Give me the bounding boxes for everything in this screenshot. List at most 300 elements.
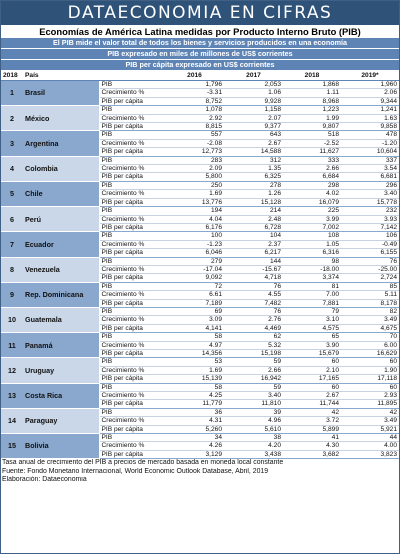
- value-cell: 3.72: [283, 417, 341, 425]
- value-cell: -15.67: [224, 265, 283, 273]
- value-cell: 76: [341, 257, 399, 265]
- value-cell: 10,604: [341, 148, 399, 156]
- value-cell: 9,807: [283, 123, 341, 131]
- indicator-label: Crecimiento %: [99, 392, 165, 400]
- value-cell: 4.04: [165, 215, 224, 223]
- indicator-label: PIB per cápita: [99, 400, 165, 408]
- value-cell: 4,575: [283, 324, 341, 332]
- value-cell: 53: [165, 358, 224, 366]
- table-row: [1, 383, 399, 391]
- value-cell: 5,800: [165, 173, 224, 181]
- gdp-table: [1, 71, 399, 459]
- value-cell: 6,046: [165, 249, 224, 257]
- value-cell: -17.04: [165, 265, 224, 273]
- value-cell: 4.25: [165, 392, 224, 400]
- table-header-row: [1, 71, 399, 81]
- value-cell: 2.67: [224, 139, 283, 147]
- value-cell: 1.26: [224, 190, 283, 198]
- indicator-label: PIB per cápita: [99, 173, 165, 181]
- value-cell: 104: [224, 232, 283, 240]
- value-cell: 3.49: [341, 417, 399, 425]
- value-cell: 11,895: [341, 400, 399, 408]
- value-cell: 3.09: [165, 316, 224, 324]
- table-row: [1, 257, 399, 265]
- value-cell: 4,469: [224, 324, 283, 332]
- value-cell: 279: [165, 257, 224, 265]
- value-cell: 17,165: [283, 375, 341, 383]
- value-cell: 1,868: [283, 81, 341, 89]
- country-name: Perú: [23, 207, 99, 232]
- value-cell: 42: [283, 408, 341, 416]
- indicator-label: Crecimiento %: [99, 240, 165, 248]
- value-cell: 2.66: [224, 366, 283, 374]
- country-group: [1, 408, 399, 433]
- indicator-label: PIB per cápita: [99, 274, 165, 282]
- value-cell: 643: [224, 131, 283, 139]
- header-2017: 2017: [224, 71, 283, 81]
- value-cell: 14,356: [165, 350, 224, 358]
- value-cell: 3,129: [165, 450, 224, 458]
- banner-title: DATAECONOMIA EN CIFRAS: [1, 1, 399, 25]
- country-name: Colombia: [23, 156, 99, 181]
- country-name: Panamá: [23, 333, 99, 358]
- value-cell: 3,682: [283, 450, 341, 458]
- country-name: Rep. Dominicana: [23, 282, 99, 307]
- value-cell: 7,482: [224, 299, 283, 307]
- value-cell: 60: [341, 358, 399, 366]
- value-cell: 144: [224, 257, 283, 265]
- value-cell: 9,858: [341, 123, 399, 131]
- country-group: [1, 358, 399, 383]
- value-cell: 5,921: [341, 425, 399, 433]
- value-cell: 76: [224, 282, 283, 290]
- value-cell: 1,223: [283, 106, 341, 114]
- value-cell: 1.63: [341, 114, 399, 122]
- value-cell: 8,178: [341, 299, 399, 307]
- indicator-label: Crecimiento %: [99, 442, 165, 450]
- value-cell: 7.00: [283, 291, 341, 299]
- value-cell: 13,776: [165, 198, 224, 206]
- table-row: [1, 333, 399, 341]
- indicator-label: PIB: [99, 232, 165, 240]
- value-cell: 4.02: [283, 190, 341, 198]
- indicator-label: PIB per cápita: [99, 324, 165, 332]
- value-cell: 6,316: [283, 249, 341, 257]
- value-cell: 58: [165, 383, 224, 391]
- value-cell: 38: [224, 434, 283, 442]
- header-2018: 2018: [283, 71, 341, 81]
- value-cell: 11,810: [224, 400, 283, 408]
- indicator-label: PIB: [99, 156, 165, 164]
- value-cell: 2.48: [224, 215, 283, 223]
- value-cell: 3.40: [224, 392, 283, 400]
- footnote-source: Fuente: Fondo Monetario Internacional, World Economic Outlook Database, Abril, 2019: [2, 467, 269, 475]
- value-cell: 2.92: [165, 114, 224, 122]
- subtitle-units-gdp: PIB expresado en miles de millones de US$ corrientes: [1, 49, 399, 60]
- indicator-label: Crecimiento %: [99, 316, 165, 324]
- country-group: [1, 207, 399, 232]
- table-row: [1, 282, 399, 290]
- value-cell: 6,217: [224, 249, 283, 257]
- indicator-label: PIB per cápita: [99, 450, 165, 458]
- indicator-label: Crecimiento %: [99, 291, 165, 299]
- value-cell: 62: [224, 333, 283, 341]
- country-name: Costa Rica: [23, 383, 99, 408]
- indicator-label: Crecimiento %: [99, 341, 165, 349]
- value-cell: 14,588: [224, 148, 283, 156]
- value-cell: 3.10: [283, 316, 341, 324]
- subtitle-units-per-capita: PIB per cápita expresado en US$ corrientes: [1, 60, 399, 71]
- value-cell: 1.69: [165, 190, 224, 198]
- value-cell: 5.11: [341, 291, 399, 299]
- value-cell: 3,374: [283, 274, 341, 282]
- country-group: [1, 131, 399, 156]
- value-cell: 250: [165, 181, 224, 189]
- indicator-label: Crecimiento %: [99, 165, 165, 173]
- value-cell: 5,610: [224, 425, 283, 433]
- table-row: [1, 232, 399, 240]
- value-cell: 70: [341, 333, 399, 341]
- value-cell: 296: [341, 181, 399, 189]
- value-cell: -1.23: [165, 240, 224, 248]
- value-cell: 2.09: [165, 165, 224, 173]
- country-rank: 11: [1, 333, 23, 358]
- value-cell: 3.90: [283, 341, 341, 349]
- indicator-label: Crecimiento %: [99, 215, 165, 223]
- value-cell: 4.30: [283, 442, 341, 450]
- value-cell: 5.32: [224, 341, 283, 349]
- indicator-label: PIB per cápita: [99, 123, 165, 131]
- country-group: [1, 106, 399, 131]
- value-cell: 2,724: [341, 274, 399, 282]
- country-rank: 10: [1, 307, 23, 332]
- value-cell: 9,377: [224, 123, 283, 131]
- value-cell: 6.00: [341, 341, 399, 349]
- indicator-label: PIB: [99, 383, 165, 391]
- value-cell: 108: [283, 232, 341, 240]
- value-cell: 59: [224, 358, 283, 366]
- value-cell: 3.49: [341, 316, 399, 324]
- indicator-label: PIB: [99, 358, 165, 366]
- table-row: [1, 307, 399, 315]
- table-row: [1, 181, 399, 189]
- value-cell: 4.97: [165, 341, 224, 349]
- value-cell: 39: [224, 408, 283, 416]
- table-row: [1, 408, 399, 416]
- value-cell: 11,779: [165, 400, 224, 408]
- country-name: Venezuela: [23, 257, 99, 282]
- indicator-label: PIB: [99, 307, 165, 315]
- value-cell: 15,128: [224, 198, 283, 206]
- value-cell: 3.99: [283, 215, 341, 223]
- country-rank: 13: [1, 383, 23, 408]
- value-cell: 2.76: [224, 316, 283, 324]
- country-group: [1, 307, 399, 332]
- value-cell: 1,796: [165, 81, 224, 89]
- country-rank: 2: [1, 106, 23, 131]
- indicator-label: PIB: [99, 408, 165, 416]
- value-cell: 4.31: [165, 417, 224, 425]
- value-cell: 8,968: [283, 97, 341, 105]
- table-row: [1, 106, 399, 114]
- value-cell: -25.00: [341, 265, 399, 273]
- table-row: [1, 156, 399, 164]
- header-indicator: [99, 71, 165, 81]
- value-cell: 2.10: [283, 366, 341, 374]
- value-cell: 5,899: [283, 425, 341, 433]
- value-cell: 8,752: [165, 97, 224, 105]
- value-cell: 4,675: [341, 324, 399, 332]
- value-cell: 6.61: [165, 291, 224, 299]
- value-cell: 4,718: [224, 274, 283, 282]
- country-rank: 8: [1, 257, 23, 282]
- value-cell: 15,198: [224, 350, 283, 358]
- value-cell: 81: [283, 282, 341, 290]
- value-cell: 12,773: [165, 148, 224, 156]
- value-cell: 225: [283, 207, 341, 215]
- value-cell: 11,627: [283, 148, 341, 156]
- value-cell: 6,155: [341, 249, 399, 257]
- value-cell: 2.07: [224, 114, 283, 122]
- value-cell: -0.49: [341, 240, 399, 248]
- country-name: Argentina: [23, 131, 99, 156]
- indicator-label: PIB: [99, 131, 165, 139]
- value-cell: 214: [224, 207, 283, 215]
- value-cell: 7,881: [283, 299, 341, 307]
- indicator-label: PIB per cápita: [99, 249, 165, 257]
- indicator-label: PIB per cápita: [99, 198, 165, 206]
- value-cell: 58: [165, 333, 224, 341]
- value-cell: 44: [341, 434, 399, 442]
- indicator-label: Crecimiento %: [99, 139, 165, 147]
- country-name: Guatemala: [23, 307, 99, 332]
- country-rank: 6: [1, 207, 23, 232]
- country-rank: 15: [1, 434, 23, 459]
- page-title: Economías de América Latina medidas por Producto Interno Bruto (PIB): [39, 26, 361, 37]
- value-cell: 65: [283, 333, 341, 341]
- value-cell: 1,158: [224, 106, 283, 114]
- indicator-label: PIB: [99, 434, 165, 442]
- value-cell: 76: [224, 307, 283, 315]
- value-cell: -3.31: [165, 89, 224, 97]
- country-rank: 12: [1, 358, 23, 383]
- indicator-label: PIB: [99, 207, 165, 215]
- footnotes: [1, 459, 399, 484]
- value-cell: 7,002: [283, 223, 341, 231]
- value-cell: 60: [283, 358, 341, 366]
- value-cell: 194: [165, 207, 224, 215]
- table-row: [1, 358, 399, 366]
- country-name: Uruguay: [23, 358, 99, 383]
- country-rank: 5: [1, 181, 23, 206]
- value-cell: 3,438: [224, 450, 283, 458]
- value-cell: -18.00: [283, 265, 341, 273]
- value-cell: 6,681: [341, 173, 399, 181]
- country-group: [1, 257, 399, 282]
- value-cell: 2.67: [283, 392, 341, 400]
- value-cell: 9,928: [224, 97, 283, 105]
- country-rank: 9: [1, 282, 23, 307]
- footnote-author: Elaboración: Dataeconomia: [2, 475, 87, 483]
- value-cell: 1.11: [283, 89, 341, 97]
- value-cell: 79: [283, 307, 341, 315]
- indicator-label: Crecimiento %: [99, 89, 165, 97]
- value-cell: 72: [165, 282, 224, 290]
- subtitle-definition: El PIB mide el valor total de todos los bienes y servicios producidos en una economía: [1, 38, 399, 49]
- value-cell: 3.54: [341, 165, 399, 173]
- country-group: [1, 383, 399, 408]
- value-cell: 2.06: [341, 89, 399, 97]
- table-row: [1, 81, 399, 89]
- country-group: [1, 333, 399, 358]
- value-cell: 1.05: [283, 240, 341, 248]
- value-cell: 2.93: [341, 392, 399, 400]
- indicator-label: Crecimiento %: [99, 366, 165, 374]
- value-cell: 36: [165, 408, 224, 416]
- indicator-label: PIB per cápita: [99, 350, 165, 358]
- value-cell: 478: [341, 131, 399, 139]
- indicator-label: PIB: [99, 333, 165, 341]
- value-cell: 3.93: [341, 215, 399, 223]
- value-cell: 5,260: [165, 425, 224, 433]
- value-cell: 3.40: [341, 190, 399, 198]
- indicator-label: PIB per cápita: [99, 223, 165, 231]
- indicator-label: PIB: [99, 106, 165, 114]
- country-name: Paraguay: [23, 408, 99, 433]
- country-rank: 4: [1, 156, 23, 181]
- table-row: [1, 207, 399, 215]
- value-cell: 16,079: [283, 198, 341, 206]
- header-2016: 2016: [165, 71, 224, 81]
- table-row: [1, 434, 399, 442]
- value-cell: 15,139: [165, 375, 224, 383]
- indicator-label: PIB per cápita: [99, 425, 165, 433]
- country-rank: 1: [1, 81, 23, 106]
- value-cell: 3,823: [341, 450, 399, 458]
- value-cell: 98: [283, 257, 341, 265]
- header-rank-year: 2018: [1, 71, 23, 81]
- value-cell: 4.26: [165, 442, 224, 450]
- value-cell: 2.66: [283, 165, 341, 173]
- country-group: [1, 81, 399, 106]
- value-cell: 298: [283, 181, 341, 189]
- value-cell: 60: [341, 383, 399, 391]
- value-cell: 4.55: [224, 291, 283, 299]
- value-cell: 15,778: [341, 198, 399, 206]
- value-cell: 82: [341, 307, 399, 315]
- header-country: País: [23, 71, 99, 81]
- country-name: Brasil: [23, 81, 99, 106]
- country-group: [1, 181, 399, 206]
- value-cell: -1.20: [341, 139, 399, 147]
- value-cell: 4.20: [224, 442, 283, 450]
- header-2019: 2019*: [341, 71, 399, 81]
- value-cell: 6,684: [283, 173, 341, 181]
- value-cell: 11,744: [283, 400, 341, 408]
- value-cell: 1,078: [165, 106, 224, 114]
- indicator-label: PIB per cápita: [99, 375, 165, 383]
- indicator-label: PIB: [99, 282, 165, 290]
- value-cell: 4.00: [341, 442, 399, 450]
- value-cell: 9,092: [165, 274, 224, 282]
- value-cell: 15,679: [283, 350, 341, 358]
- country-rank: 14: [1, 408, 23, 433]
- country-name: México: [23, 106, 99, 131]
- country-rank: 7: [1, 232, 23, 257]
- value-cell: 7,142: [341, 223, 399, 231]
- value-cell: 337: [341, 156, 399, 164]
- value-cell: 1.06: [224, 89, 283, 97]
- value-cell: 60: [283, 383, 341, 391]
- value-cell: 518: [283, 131, 341, 139]
- value-cell: 2,053: [224, 81, 283, 89]
- value-cell: 1.35: [224, 165, 283, 173]
- indicator-label: PIB: [99, 81, 165, 89]
- indicator-label: PIB: [99, 257, 165, 265]
- indicator-label: Crecimiento %: [99, 265, 165, 273]
- value-cell: 8,815: [165, 123, 224, 131]
- indicator-label: Crecimiento %: [99, 417, 165, 425]
- indicator-label: Crecimiento %: [99, 190, 165, 198]
- value-cell: 278: [224, 181, 283, 189]
- value-cell: 16,942: [224, 375, 283, 383]
- value-cell: 557: [165, 131, 224, 139]
- value-cell: 333: [283, 156, 341, 164]
- country-group: [1, 156, 399, 181]
- value-cell: 1,241: [341, 106, 399, 114]
- value-cell: 100: [165, 232, 224, 240]
- value-cell: 6,325: [224, 173, 283, 181]
- value-cell: 1.99: [283, 114, 341, 122]
- value-cell: 69: [165, 307, 224, 315]
- value-cell: 59: [224, 383, 283, 391]
- indicator-label: PIB per cápita: [99, 299, 165, 307]
- value-cell: 1.90: [341, 366, 399, 374]
- indicator-label: Crecimiento %: [99, 114, 165, 122]
- country-group: [1, 434, 399, 459]
- value-cell: 106: [341, 232, 399, 240]
- value-cell: 9,344: [341, 97, 399, 105]
- value-cell: 34: [165, 434, 224, 442]
- value-cell: 16,629: [341, 350, 399, 358]
- indicator-label: PIB: [99, 181, 165, 189]
- country-group: [1, 282, 399, 307]
- value-cell: 1,960: [341, 81, 399, 89]
- value-cell: 85: [341, 282, 399, 290]
- country-rank: 3: [1, 131, 23, 156]
- value-cell: 283: [165, 156, 224, 164]
- indicator-label: PIB per cápita: [99, 148, 165, 156]
- indicator-label: PIB per cápita: [99, 97, 165, 105]
- value-cell: 6,176: [165, 223, 224, 231]
- value-cell: 42: [341, 408, 399, 416]
- country-name: Bolivia: [23, 434, 99, 459]
- value-cell: 232: [341, 207, 399, 215]
- value-cell: 17,118: [341, 375, 399, 383]
- value-cell: 41: [283, 434, 341, 442]
- value-cell: 7,189: [165, 299, 224, 307]
- table-row: [1, 131, 399, 139]
- value-cell: -2.08: [165, 139, 224, 147]
- value-cell: 6,728: [224, 223, 283, 231]
- value-cell: 1.69: [165, 366, 224, 374]
- value-cell: -2.52: [283, 139, 341, 147]
- value-cell: 4,141: [165, 324, 224, 332]
- value-cell: 2.37: [224, 240, 283, 248]
- footnote-growth: Tasa anual de crecimiento del PIB a precios de mercado basada en moneda local constante: [2, 459, 284, 467]
- country-name: Chile: [23, 181, 99, 206]
- country-group: [1, 232, 399, 257]
